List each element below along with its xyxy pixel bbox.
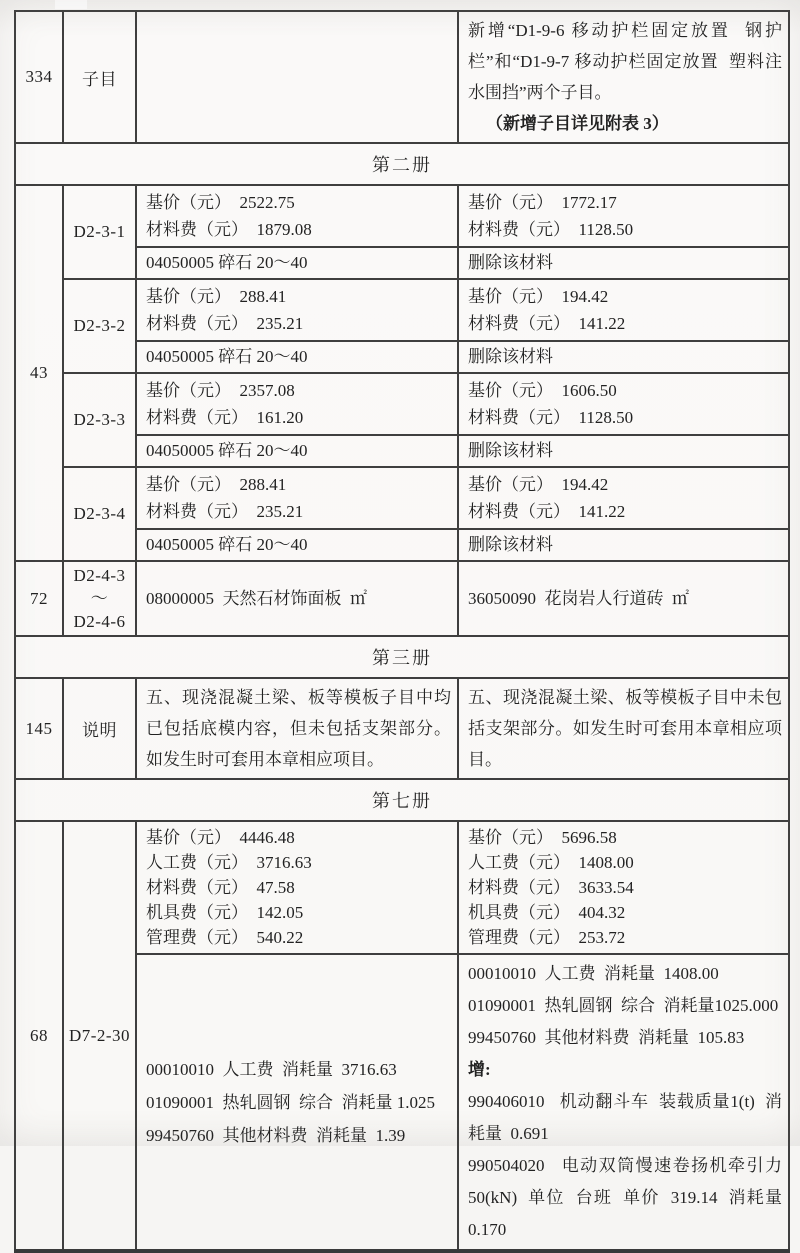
old-material-cost: 材料费（元） 47.58 bbox=[146, 878, 295, 897]
table-row-d2-3-1-price bbox=[15, 185, 789, 247]
code-cell: D2-3-1 bbox=[63, 185, 136, 279]
table-row-d2-3-4-price bbox=[15, 467, 789, 529]
new-note-text: 五、现浇混凝土梁、板等模板子目中未包括支架部分。如发生时可套用本章相应项目。 bbox=[468, 688, 782, 769]
section-row-book2 bbox=[15, 143, 789, 185]
new-material-cost: 材料费（元） 1128.50 bbox=[468, 408, 634, 427]
old-price-cell bbox=[136, 467, 458, 529]
new-consumption-cell bbox=[458, 954, 789, 1251]
new-material-action: 删除该材料 bbox=[468, 441, 553, 460]
added-items-label: 增: bbox=[468, 1060, 491, 1079]
old-base-price: 基价（元） 2357.08 bbox=[146, 381, 295, 400]
section-title: 第二册 bbox=[15, 143, 789, 185]
old-material-cost: 材料费（元） 161.20 bbox=[146, 408, 304, 427]
new-price-cell bbox=[458, 373, 789, 435]
new-material-cost: 材料费（元） 1128.50 bbox=[468, 220, 634, 239]
code-cell: D2-3-3 bbox=[63, 373, 136, 467]
code-cell: D2-3-4 bbox=[63, 467, 136, 561]
old-consumption-cell bbox=[136, 954, 458, 1251]
code-range-start: D2-4-3 bbox=[73, 566, 126, 585]
new-subitems-text: 新增“D1-9-6 移动护栏固定放置 钢护栏”和“D1-9-7 移动护栏固定放置 塑料注水围挡”两个子目。 bbox=[468, 21, 782, 102]
old-base-price: 基价（元） 288.41 bbox=[146, 475, 287, 494]
old-other-consumption: 99450760 其他材料费 消耗量 1.39 bbox=[146, 1125, 406, 1145]
code-range-tilde: ～ bbox=[90, 589, 109, 608]
old-material-cost: 材料费（元） 1879.08 bbox=[146, 220, 312, 239]
new-material-cell bbox=[458, 247, 789, 279]
old-note-text: 五、现浇混凝土梁、板等模板子目中均已包括底模内容，但未包括支架部分。如发生时可套用本章相应项目。 bbox=[146, 688, 451, 769]
new-material-action: 删除该材料 bbox=[468, 253, 553, 272]
old-management-cost: 管理费（元） 540.22 bbox=[146, 928, 304, 947]
old-material-item: 04050005 碎石 20～40 bbox=[146, 535, 308, 554]
new-content-cell bbox=[458, 561, 789, 636]
old-material-item: 04050005 碎石 20～40 bbox=[146, 347, 308, 366]
old-note-cell bbox=[136, 678, 458, 779]
table-row-334 bbox=[15, 11, 789, 143]
old-price-cell bbox=[136, 821, 458, 954]
new-price-cell bbox=[458, 185, 789, 247]
code-range-end: D2-4-6 bbox=[73, 612, 126, 631]
added-winch-item: 990504020 电动双筒慢速卷扬机牵引力50(kN) 单位 台班 单价 319.14 消耗量 0.170 bbox=[468, 1156, 787, 1239]
new-other-consumption: 99450760 其他材料费 消耗量 105.83 bbox=[468, 1028, 745, 1047]
old-base-price: 基价（元） 2522.75 bbox=[146, 193, 295, 212]
new-subitems-note: （新增子目详见附表 3） bbox=[486, 114, 669, 133]
erratum-table bbox=[14, 10, 790, 1253]
code-cell: 说明 bbox=[63, 678, 136, 779]
new-material-action: 删除该材料 bbox=[468, 347, 553, 366]
page-number-cell: 334 bbox=[15, 11, 63, 143]
old-material-cell bbox=[136, 435, 458, 467]
page-number-cell: 72 bbox=[15, 561, 63, 636]
new-material-cost: 材料费（元） 141.22 bbox=[468, 502, 626, 521]
new-machine-cost: 机具费（元） 404.32 bbox=[468, 903, 626, 922]
old-material-cell bbox=[136, 247, 458, 279]
old-content-cell bbox=[136, 11, 458, 143]
section-row-book7 bbox=[15, 779, 789, 821]
old-labor-consumption: 00010010 人工费 消耗量 3716.63 bbox=[146, 1059, 397, 1079]
new-material-cell bbox=[458, 341, 789, 373]
old-base-price: 基价（元） 4446.48 bbox=[146, 828, 295, 847]
new-material-action: 删除该材料 bbox=[468, 535, 553, 554]
new-base-price: 基价（元） 194.42 bbox=[468, 475, 609, 494]
new-base-price: 基价（元） 5696.58 bbox=[468, 828, 617, 847]
new-price-cell bbox=[458, 821, 789, 954]
code-range-cell bbox=[63, 561, 136, 636]
table-row-d7-2-30-price bbox=[15, 821, 789, 954]
page-number-cell: 145 bbox=[15, 678, 63, 779]
new-material-cell bbox=[458, 529, 789, 561]
old-base-price: 基价（元） 288.41 bbox=[146, 287, 287, 306]
old-material-item: 04050005 碎石 20～40 bbox=[146, 441, 308, 460]
old-labor-cost: 人工费（元） 3716.63 bbox=[146, 853, 312, 872]
added-dump-truck-item: 990406010 机动翻斗车 装载质量1(t) 消耗量 0.691 bbox=[468, 1092, 782, 1143]
new-note-cell bbox=[458, 678, 789, 779]
page-number-cell: 68 bbox=[15, 821, 63, 1251]
new-content-cell bbox=[458, 11, 789, 143]
new-labor-cost: 人工费（元） 1408.00 bbox=[468, 853, 634, 872]
table-row-d2-3-2-price bbox=[15, 279, 789, 341]
old-material-cell bbox=[136, 341, 458, 373]
code-cell: D7-2-30 bbox=[63, 821, 136, 1251]
scan-artifact bbox=[55, 0, 87, 9]
table-row-145 bbox=[15, 678, 789, 779]
section-row-book3 bbox=[15, 636, 789, 678]
code-cell: D2-3-2 bbox=[63, 279, 136, 373]
new-material-cost: 材料费（元） 3633.54 bbox=[468, 878, 634, 897]
section-title: 第三册 bbox=[15, 636, 789, 678]
old-price-cell bbox=[136, 373, 458, 435]
old-material-name: 08000005 天然石材饰面板 ㎡ bbox=[146, 589, 367, 608]
new-base-price: 基价（元） 1606.50 bbox=[468, 381, 617, 400]
new-material-cell bbox=[458, 435, 789, 467]
table-row-72 bbox=[15, 561, 789, 636]
new-labor-consumption: 00010010 人工费 消耗量 1408.00 bbox=[468, 964, 719, 983]
section-title: 第七册 bbox=[15, 779, 789, 821]
new-price-cell bbox=[458, 467, 789, 529]
new-base-price: 基价（元） 194.42 bbox=[468, 287, 609, 306]
old-material-cost: 材料费（元） 235.21 bbox=[146, 502, 304, 521]
new-steel-consumption: 01090001 热轧圆钢 综合 消耗量1025.000 bbox=[468, 996, 779, 1015]
old-material-item: 04050005 碎石 20～40 bbox=[146, 253, 308, 272]
old-machine-cost: 机具费（元） 142.05 bbox=[146, 903, 304, 922]
new-material-name: 36050090 花岗岩人行道砖 ㎡ bbox=[468, 589, 689, 608]
new-price-cell bbox=[458, 279, 789, 341]
old-material-cost: 材料费（元） 235.21 bbox=[146, 314, 304, 333]
old-material-cell bbox=[136, 529, 458, 561]
old-steel-consumption: 01090001 热轧圆钢 综合 消耗量 1.025 bbox=[146, 1092, 435, 1112]
new-management-cost: 管理费（元） 253.72 bbox=[468, 928, 626, 947]
old-price-cell bbox=[136, 279, 458, 341]
page-number-cell: 43 bbox=[15, 185, 63, 561]
new-material-cost: 材料费（元） 141.22 bbox=[468, 314, 626, 333]
old-content-cell bbox=[136, 561, 458, 636]
table-row-d2-3-3-price bbox=[15, 373, 789, 435]
code-cell: 子目 bbox=[63, 11, 136, 143]
new-base-price: 基价（元） 1772.17 bbox=[468, 193, 617, 212]
old-price-cell bbox=[136, 185, 458, 247]
